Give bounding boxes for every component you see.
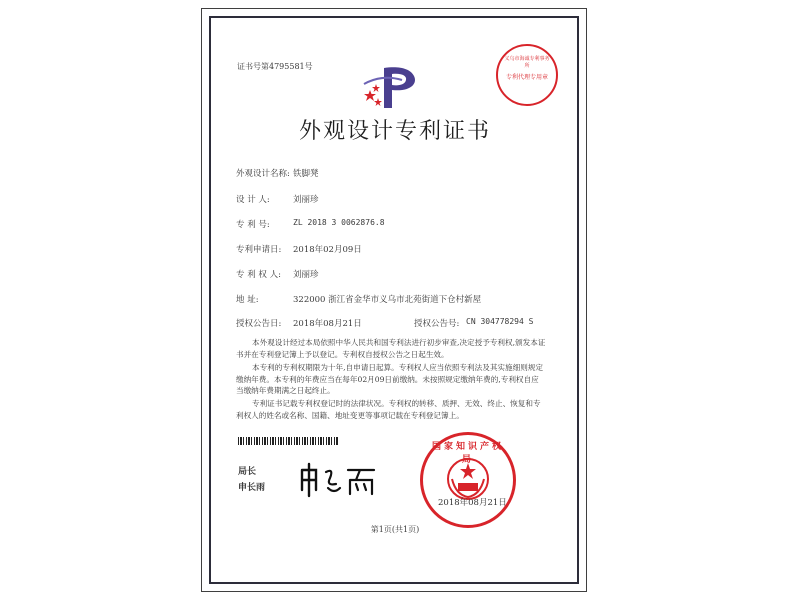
page-number: 第1页(共1页) bbox=[370, 525, 420, 534]
filing-date-value: 2018年02月09日 bbox=[293, 245, 362, 255]
grant-number-value: CN 304778294 S bbox=[466, 317, 534, 326]
address-value: 322000 浙江省金华市义乌市北苑街道下仓村新屋 bbox=[293, 295, 482, 305]
patent-number-value: ZL 2018 3 0062876.8 bbox=[293, 218, 385, 227]
designer-label: 设 计 人: bbox=[236, 195, 270, 205]
agency-stamp bbox=[496, 44, 558, 106]
official-seal bbox=[420, 432, 516, 528]
filing-date-label: 专利申请日: bbox=[236, 245, 282, 255]
seal-date: 2018年08月21日 bbox=[438, 498, 507, 508]
patent-office-logo-icon bbox=[362, 64, 424, 110]
agency-stamp-text: 义乌市海诚专利事务所 bbox=[504, 56, 550, 69]
patent-number-label: 专 利 号: bbox=[236, 220, 270, 230]
patentee-value: 刘丽珍 bbox=[293, 270, 319, 280]
certificate-number: 证书号第4795581号 bbox=[237, 62, 313, 71]
design-name-label: 外观设计名称: bbox=[236, 169, 290, 179]
grant-number-label: 授权公告号: bbox=[414, 319, 460, 329]
body-paragraph: 专利证书记载专利权登记时的法律状况。专利权的转移、质押、无效、终止、恢复和专利权人的姓名或名称、国籍、地址变更等事项记载在专利登记簿上。 bbox=[236, 399, 541, 420]
official-seal-text: 国家知识产权局 bbox=[431, 442, 504, 465]
director-title: 局长 bbox=[238, 467, 257, 477]
grant-date-value: 2018年08月21日 bbox=[293, 319, 362, 329]
patentee-label: 专 利 权 人: bbox=[236, 270, 281, 280]
design-name-value: 铁脚凳 bbox=[293, 169, 319, 179]
designer-value: 刘丽珍 bbox=[293, 195, 319, 205]
director-signature bbox=[296, 460, 378, 498]
address-label: 地 址: bbox=[236, 295, 259, 305]
grant-date-label: 授权公告日: bbox=[236, 319, 282, 329]
body-paragraph: 本专利的专利权期限为十年,自申请日起算。专利权人应当依照专利法及其实施细则规定缴纳年费。本专利的年费应当在每年02月09日前缴纳。未按照规定缴纳年费的,专利权自应当缴纳年费期满之日起终止。 bbox=[236, 363, 543, 395]
body-paragraph: 本外观设计经过本局依照中华人民共和国专利法进行初步审查,决定授予专利权,颁发本证书并在专利登记簿上予以登记。专利权自授权公告之日起生效。 bbox=[236, 338, 546, 359]
barcode bbox=[238, 437, 338, 445]
agency-stamp-subtext: 专利代理专用章 bbox=[505, 74, 548, 81]
certificate-title: 外观设计专利证书 bbox=[298, 119, 491, 144]
director-name: 申长雨 bbox=[238, 483, 266, 493]
